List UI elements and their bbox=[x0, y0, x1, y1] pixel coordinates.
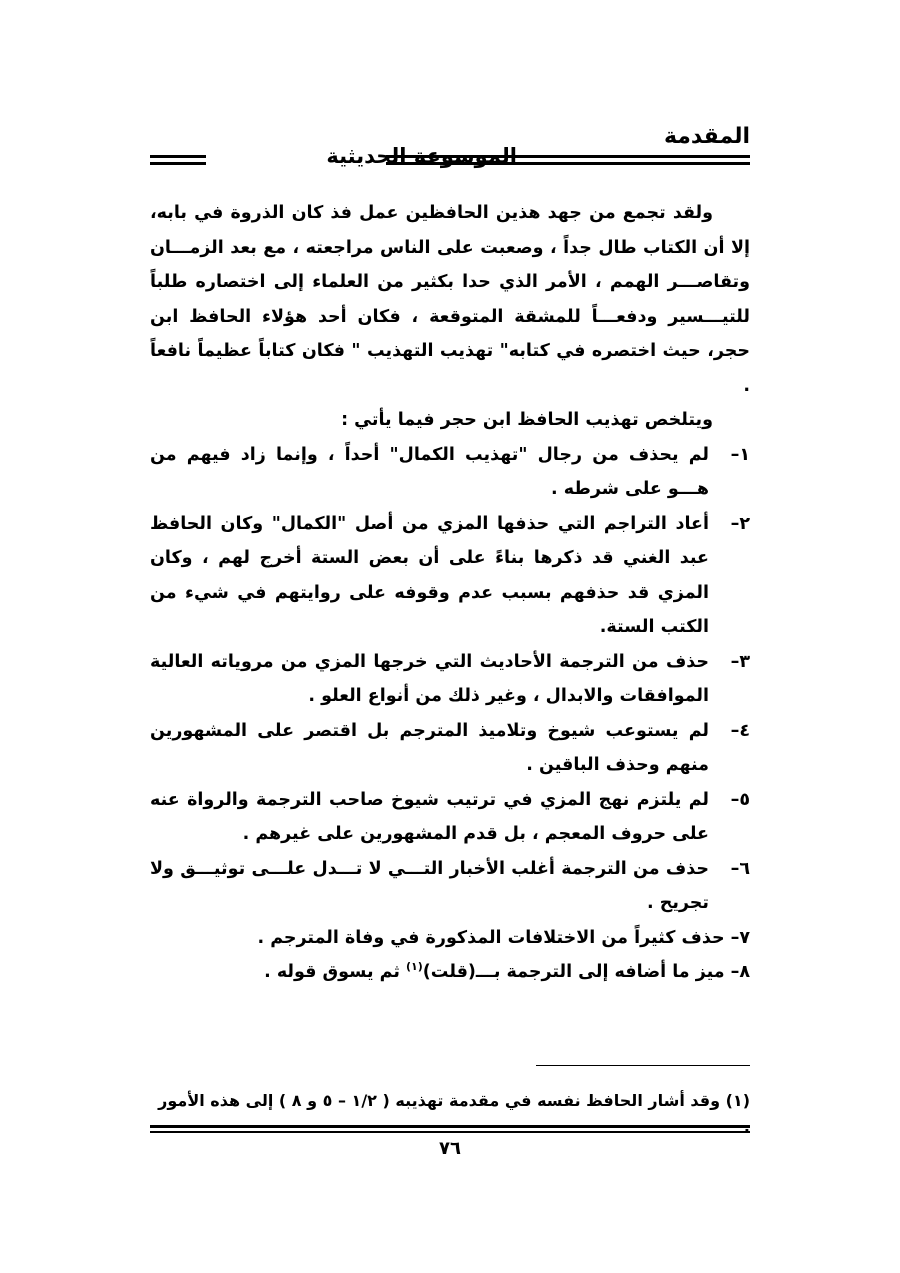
item-number: ٧– bbox=[730, 927, 750, 948]
page-number: ٧٦ bbox=[439, 1138, 461, 1159]
item-text: ميز ما أضافه إلى الترجمة بـــ(قلت) bbox=[422, 962, 725, 982]
item-text: لم يلتزم نهج المزي في ترتيب شيوخ صاحب الترجمة والرواة عنه على حروف المعجم ، بل قدم المشهورين على غيرهم . bbox=[150, 789, 709, 844]
item-number: ٢– bbox=[730, 513, 750, 534]
item-number: ٨– bbox=[730, 962, 750, 982]
list-item bbox=[150, 645, 750, 714]
header-rule-short bbox=[150, 155, 206, 165]
body-text bbox=[150, 196, 750, 990]
list-item bbox=[150, 783, 750, 852]
item-text: لم يستوعب شيوخ وتلاميذ المترجم بل اقتصر على المشهورين منهم وحذف الباقين . bbox=[150, 720, 709, 775]
footer-rule bbox=[150, 1125, 750, 1133]
item-text-continued: ثم يسوق قوله . bbox=[264, 962, 407, 982]
item-number: ٤– bbox=[730, 720, 750, 741]
footnote: (١) وقد أشار الحافظ نفسه في مقدمة تهذيبه ( ١/٢ – ٥ و ٨ ) إلى هذه الأمور . bbox=[158, 1091, 750, 1136]
list-item bbox=[150, 438, 750, 507]
item-text: حذف من الترجمة أغلب الأخبار التـــي لا تـــدل علـــى توثيـــق ولا تجريح . bbox=[150, 858, 709, 913]
item-text: لم يحذف من رجال "تهذيب الكمال" أحداً ، وإنما زاد فيهم من هـــو على شرطه . bbox=[150, 444, 709, 499]
list-item bbox=[150, 921, 750, 956]
list-item bbox=[150, 714, 750, 783]
footnote-reference[interactable]: (١) bbox=[406, 960, 423, 974]
list-item bbox=[150, 507, 750, 645]
list-intro: ويتلخص تهذيب الحافظ ابن حجر فيما يأتي : bbox=[341, 410, 713, 430]
item-number: ٥– bbox=[730, 789, 750, 810]
footnote-separator bbox=[536, 1065, 750, 1066]
item-number: ٣– bbox=[730, 651, 750, 672]
list-item bbox=[150, 852, 750, 921]
paragraph: ولقد تجمع من جهد هذين الحافظين عمل فذ كان الذروة في بابه، إلا أن الكتاب طال جداً ، وصعبت على الناس مراجعته ، مع بعد الزمـــان وتقاصـــر الهمم ، الأمر الذي حدا بكثير من العلماء إلى اختصاره طلباً للتيـــسير ودفعـــاً للمشقة المتوقعة ، فكان أحد هؤلاء الحافظ ابن حجر، حيث اختصره في كتابه" تهذيب التهذيب " فكان كتاباً عظيماً نافعاً . bbox=[150, 203, 750, 396]
chapter-title: المقدمة bbox=[663, 124, 750, 149]
item-text: أعاد التراجم التي حذفها المزي من أصل "الكمال" وكان الحافظ عبد الغني قد ذكرها بناءً على أن بعض الستة أخرج لهم ، وكان المزي قد حذفهم بسبب عدم وقوفه على روايتهم في شيء من الكتب الستة. bbox=[150, 513, 709, 637]
list-item bbox=[150, 955, 750, 990]
item-text: حذف من الترجمة الأحاديث التي خرجها المزي من مروياته العالية الموافقات والابدال ، وغير ذلك من أنواع العلو . bbox=[150, 651, 709, 706]
item-text: حذف كثيراً من الاختلافات المذكورة في وفاة المترجم . bbox=[257, 927, 725, 948]
item-number: ٦– bbox=[730, 858, 750, 879]
work-title: الموسوعة الحديثية bbox=[326, 144, 517, 168]
item-number: ١– bbox=[730, 444, 750, 465]
